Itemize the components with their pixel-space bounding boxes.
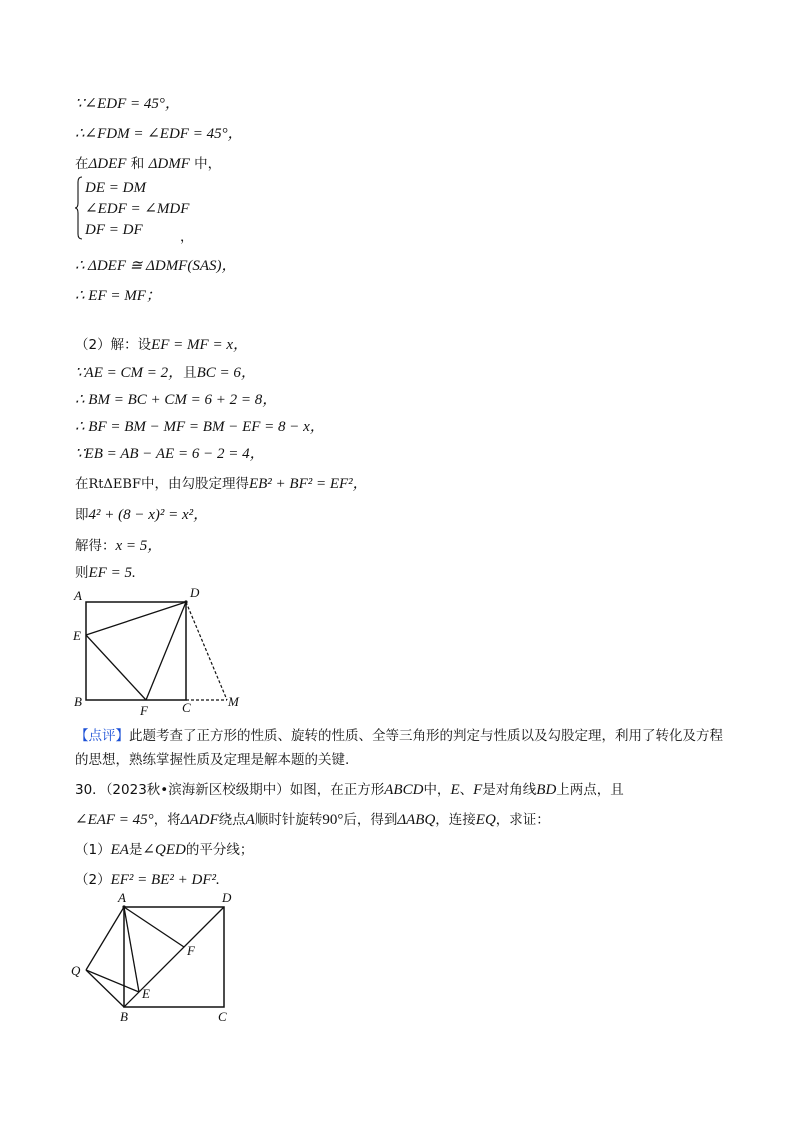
text: 则 [75,565,89,581]
math-text: ΔADF [180,812,219,828]
text: 是对角线 [482,782,537,798]
label-e: E [73,628,81,643]
label-f: F [187,943,195,958]
math-text: ∵AE = CM = 2， [75,365,184,381]
text: 绕点 [218,812,246,828]
math-text: BC = 6， [196,365,256,381]
math-text: ∠EAF = 45° [75,812,154,828]
question-stem [75,775,745,835]
step-equation [75,506,208,524]
math-text: ΔDEF [88,156,127,172]
step-angle-edf [75,95,180,113]
label-q: Q [71,963,81,978]
text: 中， [423,782,451,798]
math-text: ∴ ΔDEF ≅ ΔDMF(SAS)， [75,258,237,274]
math-text: EF = 5. [88,565,136,581]
sub-question-1 [75,835,745,865]
math-text: 90° [322,812,344,828]
step-ef-mf [75,287,161,305]
math-text: DE = DM [85,180,146,196]
text: 中，由勾股定理得 [140,476,249,492]
math-text: 4² + (8 − x)² = x²， [88,507,209,523]
step-bf [75,418,325,436]
math-text: ∴ EF = MF； [75,288,161,304]
system-brace [75,176,83,240]
segment-ae [124,907,139,992]
segment-aq [86,907,124,970]
text: 且 [183,365,197,381]
segment-ef [86,635,146,700]
comment-tag: 【点评】 [75,728,129,744]
math-text: DF = DF [85,222,143,238]
math-text: EA [110,842,129,858]
label-c: C [218,1009,227,1024]
step-triangles [75,155,221,173]
step-bm [75,391,277,409]
question-source: （2023秋•滨海新区校级期中） [105,782,290,798]
step-pythagoras [75,475,368,494]
math-text: RtΔEBF [88,477,141,492]
text: 顺时针旋转 [254,812,323,828]
step-set-x [75,336,248,354]
text: 、 [459,782,474,798]
point-d [184,600,187,603]
label-e: E [142,986,150,1001]
text: 如图，在正方形 [289,782,385,798]
step-congruent [75,257,237,275]
math-text: E [450,782,460,798]
text: 即 [75,507,89,523]
segment-ed [86,602,186,635]
label-m: M [228,694,239,709]
text: 是 [128,842,143,858]
label-a: A [118,890,126,905]
math-text: ∠EDF = ∠MDF [85,201,190,217]
text: 上两点，且 [556,782,624,798]
step-angle-fdm [75,125,243,143]
system-end [180,228,194,246]
comment-block [75,724,735,772]
figure-square-rotation [60,580,280,720]
math-text: EB² + BF² = EF²， [248,476,368,492]
text: 后，得到 [343,812,398,828]
question-30 [75,775,745,895]
text: （2） [75,872,111,888]
math-text: ∵EB = AB − AE = 6 − 2 = 4， [75,446,265,462]
segment-qe [86,970,139,992]
text: ，求证： [495,812,550,828]
text: 中， [189,156,222,172]
math-text: ABCD [384,782,424,798]
system-line-2 [85,199,189,218]
segment-qb [86,970,124,1007]
segment-af [124,907,184,947]
segment-dm-dashed [186,602,227,700]
text: 解得： [75,538,116,554]
text: 在 [75,476,89,492]
step-eb [75,445,265,463]
comment-text: 此题考查了正方形的性质、旋转的性质、全等三角形的判定与性质以及勾股定理，利用了转化及方程的思想，熟练掌握性质及定理是解本题的关键. [75,728,723,768]
math-text: EF = MF = x， [151,337,248,353]
step-ae-cm [75,364,256,382]
math-text: F [473,782,483,798]
text: 在 [75,156,89,172]
figure-square-diagonal [60,885,260,1025]
math-text: ∴ BM = BC + CM = 6 + 2 = 8， [75,392,278,408]
label-c: C [182,700,191,715]
math-text: ∴ BF = BM − MF = BM − EF = 8 − x， [75,419,325,435]
math-text: EQ [475,812,496,828]
text: 和 [126,156,149,172]
text: （2）解：设 [75,337,152,353]
math-text: ∵∠EDF = 45°， [75,96,180,112]
math-text: BD [536,782,557,798]
label-d: D [222,890,232,905]
math-text: x = 5， [115,538,163,554]
math-text: ΔDMF [148,156,190,172]
label-b: B [120,1009,128,1024]
math-text: ∴∠FDM = ∠EDF = 45°， [75,126,243,142]
math-text: ∠QED [142,842,186,858]
label-d: D [190,585,200,600]
label-f: F [140,703,148,718]
text: ， [180,229,194,245]
step-solve [75,537,162,555]
segment-fd [146,602,186,700]
system-line-3 [85,220,143,239]
system-line-1 [85,178,146,197]
question-number: 30． [75,782,106,798]
text: ，连接 [435,812,476,828]
label-a: A [74,588,82,603]
text: 的平分线； [185,842,254,858]
text: ，将 [153,812,181,828]
math-text: EF² = BE² + DF². [110,872,220,888]
text: （1） [75,842,111,858]
point-a [122,905,125,908]
math-text: ΔABQ [397,812,436,828]
label-b: B [74,694,82,709]
math-text: A [245,812,255,828]
